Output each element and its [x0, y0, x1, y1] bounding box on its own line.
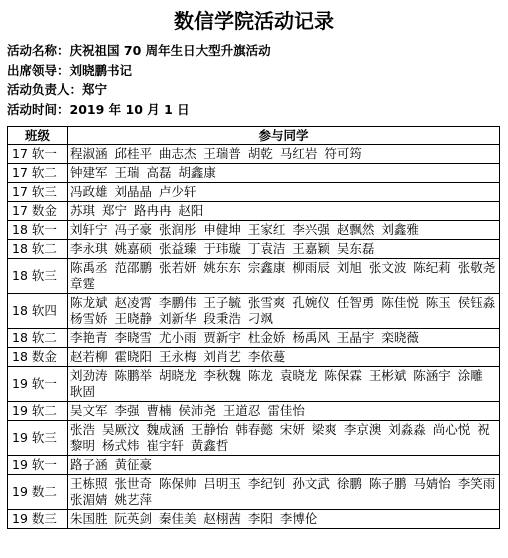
- table-row: [8, 259, 500, 294]
- activity-name-line: [7, 41, 502, 61]
- class-cell: 17 软一: [8, 145, 68, 164]
- table-row: [8, 183, 500, 202]
- table-row: [8, 475, 500, 510]
- participants-cell: 程淑涵 邱桂平 曲志杰 王瑞普 胡乾 马红岩 符可筠: [68, 145, 500, 164]
- table-row: [8, 202, 500, 221]
- table-row: [8, 329, 500, 348]
- table-row: [8, 456, 500, 475]
- class-cell: 19 软一: [8, 456, 68, 475]
- class-cell: 18 数金: [8, 348, 68, 367]
- participants-cell: 陈龙斌 赵凌霄 李鹏伟 王子毓 张雪爽 孔婉仪 任智勇 陈佳悦 陈玉 侯钰淼 杨雪娇 王晓静 刘新华 段秉浩 刁飒: [68, 294, 500, 329]
- class-cell: 19 软一: [8, 367, 68, 402]
- participants-cell: 李艳青 李晓雪 尤小雨 贾新宇 杜金娇 杨禹风 王晶宇 栾晓薇: [68, 329, 500, 348]
- header-class: 班级: [8, 127, 68, 145]
- table-row: [8, 294, 500, 329]
- participants-cell: 张浩 吴厥汶 魏成涵 王静怡 韩春懿 宋妍 梁爽 李京澳 刘淼淼 尚心悦 祝黎明 杨式炜 崔宇轩 黄鑫哲: [68, 421, 500, 456]
- table-row: [8, 240, 500, 259]
- class-cell: 18 软二: [8, 240, 68, 259]
- activity-time-line: [7, 100, 502, 120]
- table-row: [8, 510, 500, 529]
- participants-cell: 李永琪 姚嘉硕 张益臻 于玮璇 丁袁洁 王嘉颖 吴东磊: [68, 240, 500, 259]
- participants-cell: 刘轩宁 冯子豪 张润彤 申健坤 王家红 李兴强 赵飘然 刘鑫雅: [68, 221, 500, 240]
- participants-cell: 刘劲涛 陈鹏举 胡晓龙 李秋魏 陈龙 袁晓龙 陈保霖 王彬斌 陈涵宇 涂雕 耿固: [68, 367, 500, 402]
- class-cell: 17 数金: [8, 202, 68, 221]
- table-row: [8, 145, 500, 164]
- activity-lead-value: 郑宁: [82, 82, 108, 97]
- participants-table: [7, 126, 500, 529]
- attending-leader-value: 刘晓鹏书记: [69, 62, 133, 78]
- class-cell: 19 软三: [8, 421, 68, 456]
- participants-cell: 钟建军 王瑞 高磊 胡鑫康: [68, 164, 500, 183]
- attending-leader-line: [7, 61, 502, 81]
- activity-time-value: 2019 年 10 月 1 日: [69, 101, 190, 117]
- activity-name-label: 活动名称：: [7, 43, 70, 58]
- attending-leader-label: 出席领导：: [7, 62, 70, 78]
- participants-cell: 陈禹丞 范邵鹏 张若妍 姚东东 宗鑫康 柳雨辰 刘旭 张文波 陈纪莉 张敬尧 章霆: [68, 259, 500, 294]
- page-title: 数信学院活动记录: [174, 9, 334, 33]
- class-cell: 18 软一: [8, 221, 68, 240]
- activity-info: [7, 41, 502, 119]
- table-header-row: [8, 127, 500, 145]
- participants-cell: 路子涵 黄征豪: [68, 456, 500, 475]
- class-cell: 19 软二: [8, 402, 68, 421]
- activity-name-value: 庆祝祖国 70 周年生日大型升旗活动: [69, 43, 271, 58]
- participants-cell: 王栋照 张世奇 陈保帅 吕明玉 李纪钊 孙文武 徐鹏 陈子鹏 马婧怡 李笑雨 张湄婧 姚艺萍: [68, 475, 500, 510]
- class-cell: 17 软二: [8, 164, 68, 183]
- table-body: [8, 145, 500, 529]
- participants-cell: 冯政雄 刘晶晶 卢少轩: [68, 183, 500, 202]
- participants-cell: 吴文军 李强 曹楠 侯沛尧 王道忍 雷佳怡: [68, 402, 500, 421]
- table-row: [8, 348, 500, 367]
- class-cell: 18 软二: [8, 329, 68, 348]
- class-cell: 17 软三: [8, 183, 68, 202]
- activity-lead-label: 活动负责人：: [7, 82, 83, 97]
- table-row: [8, 164, 500, 183]
- activity-lead-line: [7, 80, 502, 100]
- participants-cell: 朱国胜 阮英剑 秦佳美 赵栩茜 李阳 李博伦: [68, 510, 500, 529]
- class-cell: 19 数三: [8, 510, 68, 529]
- table-row: [8, 402, 500, 421]
- table-row: [8, 421, 500, 456]
- table-row: [8, 367, 500, 402]
- participants-cell: 赵若柳 霍晓阳 王永梅 刘肖艺 李依蔓: [68, 348, 500, 367]
- table-row: [8, 221, 500, 240]
- class-cell: 19 数二: [8, 475, 68, 510]
- participants-cell: 苏琪 郑宁 路冉冉 赵阳: [68, 202, 500, 221]
- class-cell: 18 软三: [8, 259, 68, 294]
- header-participants: 参与同学: [68, 127, 500, 145]
- activity-time-label: 活动时间：: [7, 101, 70, 117]
- class-cell: 18 软四: [8, 294, 68, 329]
